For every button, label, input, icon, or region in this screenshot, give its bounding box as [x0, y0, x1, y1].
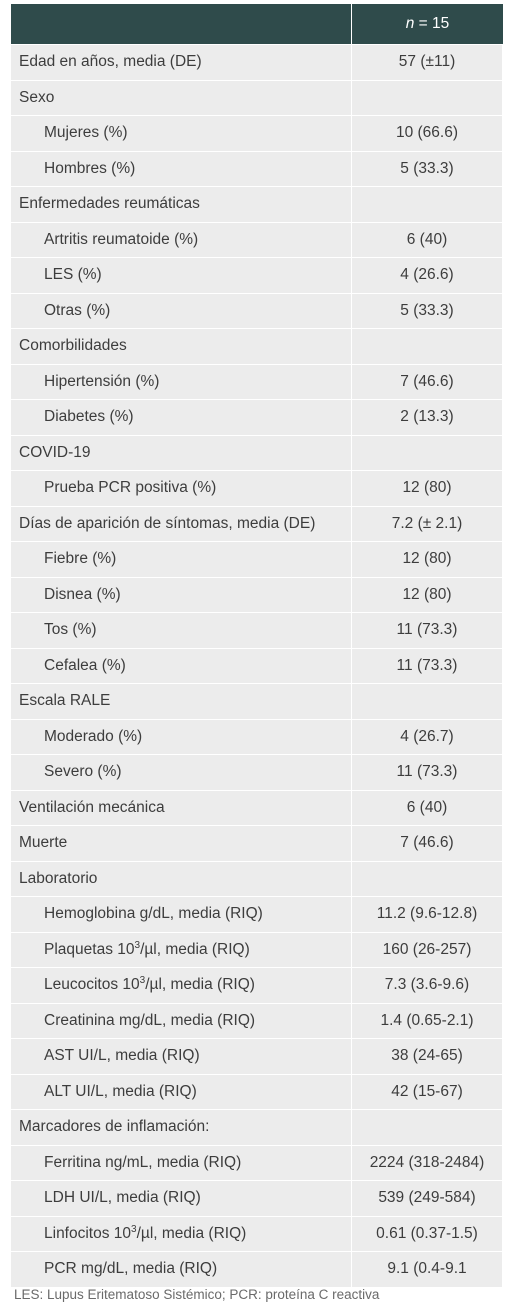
row-label [11, 1109, 352, 1145]
n-symbol: n [405, 15, 415, 32]
row-label-text: Disnea (%) [44, 585, 121, 603]
table-row [11, 115, 503, 151]
row-value: 5 (33.3) [352, 151, 503, 187]
row-label-text: Otras (%) [44, 301, 111, 319]
row-label [11, 790, 352, 826]
demographics-table [11, 4, 503, 1287]
row-value: 11 (73.3) [352, 754, 503, 790]
row-label [11, 1180, 352, 1216]
row-value [352, 80, 503, 116]
table-row [11, 1216, 503, 1252]
row-label-text: Fiebre (%) [44, 550, 117, 568]
table-row [11, 1145, 503, 1181]
row-label-text: AST UI/L, media (RIQ) [44, 1047, 200, 1065]
row-label-text: LDH UI/L, media (RIQ) [44, 1189, 201, 1207]
row-label-text: Edad en años, media (DE) [19, 53, 202, 71]
row-value: 12 (80) [352, 541, 503, 577]
row-value: 10 (66.6) [352, 115, 503, 151]
row-label [11, 44, 352, 80]
row-label-text: Leucocitos 10 [44, 976, 140, 994]
row-label [11, 932, 352, 968]
table-footnote: LES: Lupus Eritematoso Sistémico; PCR: proteína C reactiva [14, 1287, 380, 1302]
row-value [352, 186, 503, 222]
row-label-text: Creatinina mg/dL, media (RIQ) [44, 1011, 256, 1029]
table-row [11, 648, 503, 684]
row-label-text: Marcadores de inflamación: [19, 1118, 210, 1136]
table-row [11, 577, 503, 613]
row-value [352, 683, 503, 719]
row-label-text: Moderado (%) [44, 727, 143, 745]
table-row [11, 470, 503, 506]
row-label [11, 80, 352, 116]
row-label-text: Severo (%) [44, 763, 122, 781]
row-label-text: PCR mg/dL, media (RIQ) [44, 1260, 218, 1278]
table-row [11, 44, 503, 80]
row-label-text: Ferritina ng/mL, media (RIQ) [44, 1153, 242, 1171]
row-label-suffix: /µl, media (RIQ) [145, 976, 255, 994]
demographics-table-container [11, 4, 503, 1287]
row-label [11, 222, 352, 258]
row-value [352, 861, 503, 897]
row-label-text: Sexo [19, 88, 55, 106]
row-label-text: Artritis reumatoide (%) [44, 230, 199, 248]
row-label [11, 1251, 352, 1287]
table-row [11, 399, 503, 435]
row-value: 9.1 (0.4-9.1 [352, 1251, 503, 1287]
row-value: 12 (80) [352, 470, 503, 506]
row-value: 7.2 (± 2.1) [352, 506, 503, 542]
row-label [11, 1074, 352, 1110]
row-label [11, 364, 352, 400]
table-row [11, 222, 503, 258]
row-label [11, 861, 352, 897]
table-row [11, 435, 503, 471]
row-label-text: Diabetes (%) [44, 408, 134, 426]
row-label [11, 896, 352, 932]
table-row [11, 790, 503, 826]
row-value: 11 (73.3) [352, 612, 503, 648]
table-row [11, 861, 503, 897]
row-label-text: Tos (%) [44, 621, 97, 639]
row-value: 7.3 (3.6-9.6) [352, 967, 503, 1003]
row-value: 4 (26.6) [352, 257, 503, 293]
table-row [11, 328, 503, 364]
row-label [11, 293, 352, 329]
table-body [11, 44, 503, 1287]
table-row [11, 364, 503, 400]
table-row [11, 151, 503, 187]
row-label-text: Laboratorio [19, 869, 98, 887]
row-value: 2 (13.3) [352, 399, 503, 435]
row-value [352, 435, 503, 471]
row-label-text: Enfermedades reumáticas [19, 195, 200, 213]
table-row [11, 1074, 503, 1110]
row-label [11, 151, 352, 187]
row-value: 57 (±11) [352, 44, 503, 80]
row-label-text: Ventilación mecánica [19, 798, 165, 816]
row-label-text: Muerte [19, 834, 68, 852]
row-label [11, 328, 352, 364]
row-label-text: Mujeres (%) [44, 124, 128, 142]
row-label [11, 506, 352, 542]
row-value: 539 (249-584) [352, 1180, 503, 1216]
table-row [11, 293, 503, 329]
table-row [11, 683, 503, 719]
header-label-cell [11, 4, 352, 44]
row-label [11, 1003, 352, 1039]
row-label [11, 719, 352, 755]
row-label [11, 541, 352, 577]
row-label-superscript: 3 [139, 975, 146, 987]
header-n-cell [352, 4, 503, 44]
row-label-superscript: 3 [131, 1223, 137, 1235]
table-row [11, 1180, 503, 1216]
row-label [11, 470, 352, 506]
row-label [11, 612, 352, 648]
table-row [11, 825, 503, 861]
row-label-text: Linfocitos 10 [44, 1224, 132, 1242]
row-value: 0.61 (0.37-1.5) [352, 1216, 503, 1252]
row-label-text: Prueba PCR positiva (%) [44, 479, 217, 497]
table-row [11, 1251, 503, 1287]
row-label [11, 967, 352, 1003]
table-row [11, 80, 503, 116]
row-value: 12 (80) [352, 577, 503, 613]
row-label [11, 115, 352, 151]
row-label-superscript: 3 [134, 939, 141, 951]
row-label-suffix: /µl, media (RIQ) [136, 1224, 247, 1242]
row-label [11, 257, 352, 293]
row-value [352, 1109, 503, 1145]
row-value: 7 (46.6) [352, 825, 503, 861]
row-value: 11.2 (9.6-12.8) [352, 896, 503, 932]
row-label [11, 1216, 352, 1252]
row-value: 2224 (318-2484) [352, 1145, 503, 1181]
row-label-text: Escala RALE [19, 692, 111, 710]
row-value: 6 (40) [352, 790, 503, 826]
n-value: = 15 [418, 15, 450, 32]
row-label-text: Cefalea (%) [44, 656, 126, 674]
row-label-text: Hipertensión (%) [44, 372, 160, 390]
row-label-text: Hemoglobina g/dL, media (RIQ) [44, 905, 263, 923]
table-row [11, 932, 503, 968]
table-row [11, 541, 503, 577]
row-value: 6 (40) [352, 222, 503, 258]
row-label [11, 648, 352, 684]
row-label [11, 1038, 352, 1074]
row-label [11, 399, 352, 435]
table-row [11, 967, 503, 1003]
row-label [11, 435, 352, 471]
table-row [11, 719, 503, 755]
row-value: 38 (24-65) [352, 1038, 503, 1074]
table-row [11, 506, 503, 542]
row-label-text: LES (%) [44, 266, 102, 284]
table-row [11, 896, 503, 932]
row-label [11, 1145, 352, 1181]
table-row [11, 754, 503, 790]
row-value: 5 (33.3) [352, 293, 503, 329]
row-value: 4 (26.7) [352, 719, 503, 755]
row-label-text: Días de aparición de síntomas, media (DE) [19, 514, 316, 532]
table-row [11, 1038, 503, 1074]
row-label-text: Comorbilidades [19, 337, 127, 355]
row-label [11, 825, 352, 861]
row-value: 1.4 (0.65-2.1) [352, 1003, 503, 1039]
row-value: 160 (26-257) [352, 932, 503, 968]
row-label-text: Hombres (%) [44, 159, 136, 177]
table-row [11, 257, 503, 293]
row-label-text: ALT UI/L, media (RIQ) [44, 1082, 197, 1100]
table-row [11, 186, 503, 222]
row-label-text: COVID-19 [19, 443, 91, 461]
row-value: 7 (46.6) [352, 364, 503, 400]
table-row [11, 1003, 503, 1039]
row-value: 11 (73.3) [352, 648, 503, 684]
row-value [352, 328, 503, 364]
row-label [11, 683, 352, 719]
row-label [11, 577, 352, 613]
row-label-text: Plaquetas 10 [44, 940, 135, 958]
row-label [11, 186, 352, 222]
row-label [11, 754, 352, 790]
row-label-suffix: /µl, media (RIQ) [140, 940, 250, 958]
table-row [11, 1109, 503, 1145]
row-value: 42 (15-67) [352, 1074, 503, 1110]
table-header-row [11, 4, 503, 44]
table-row [11, 612, 503, 648]
